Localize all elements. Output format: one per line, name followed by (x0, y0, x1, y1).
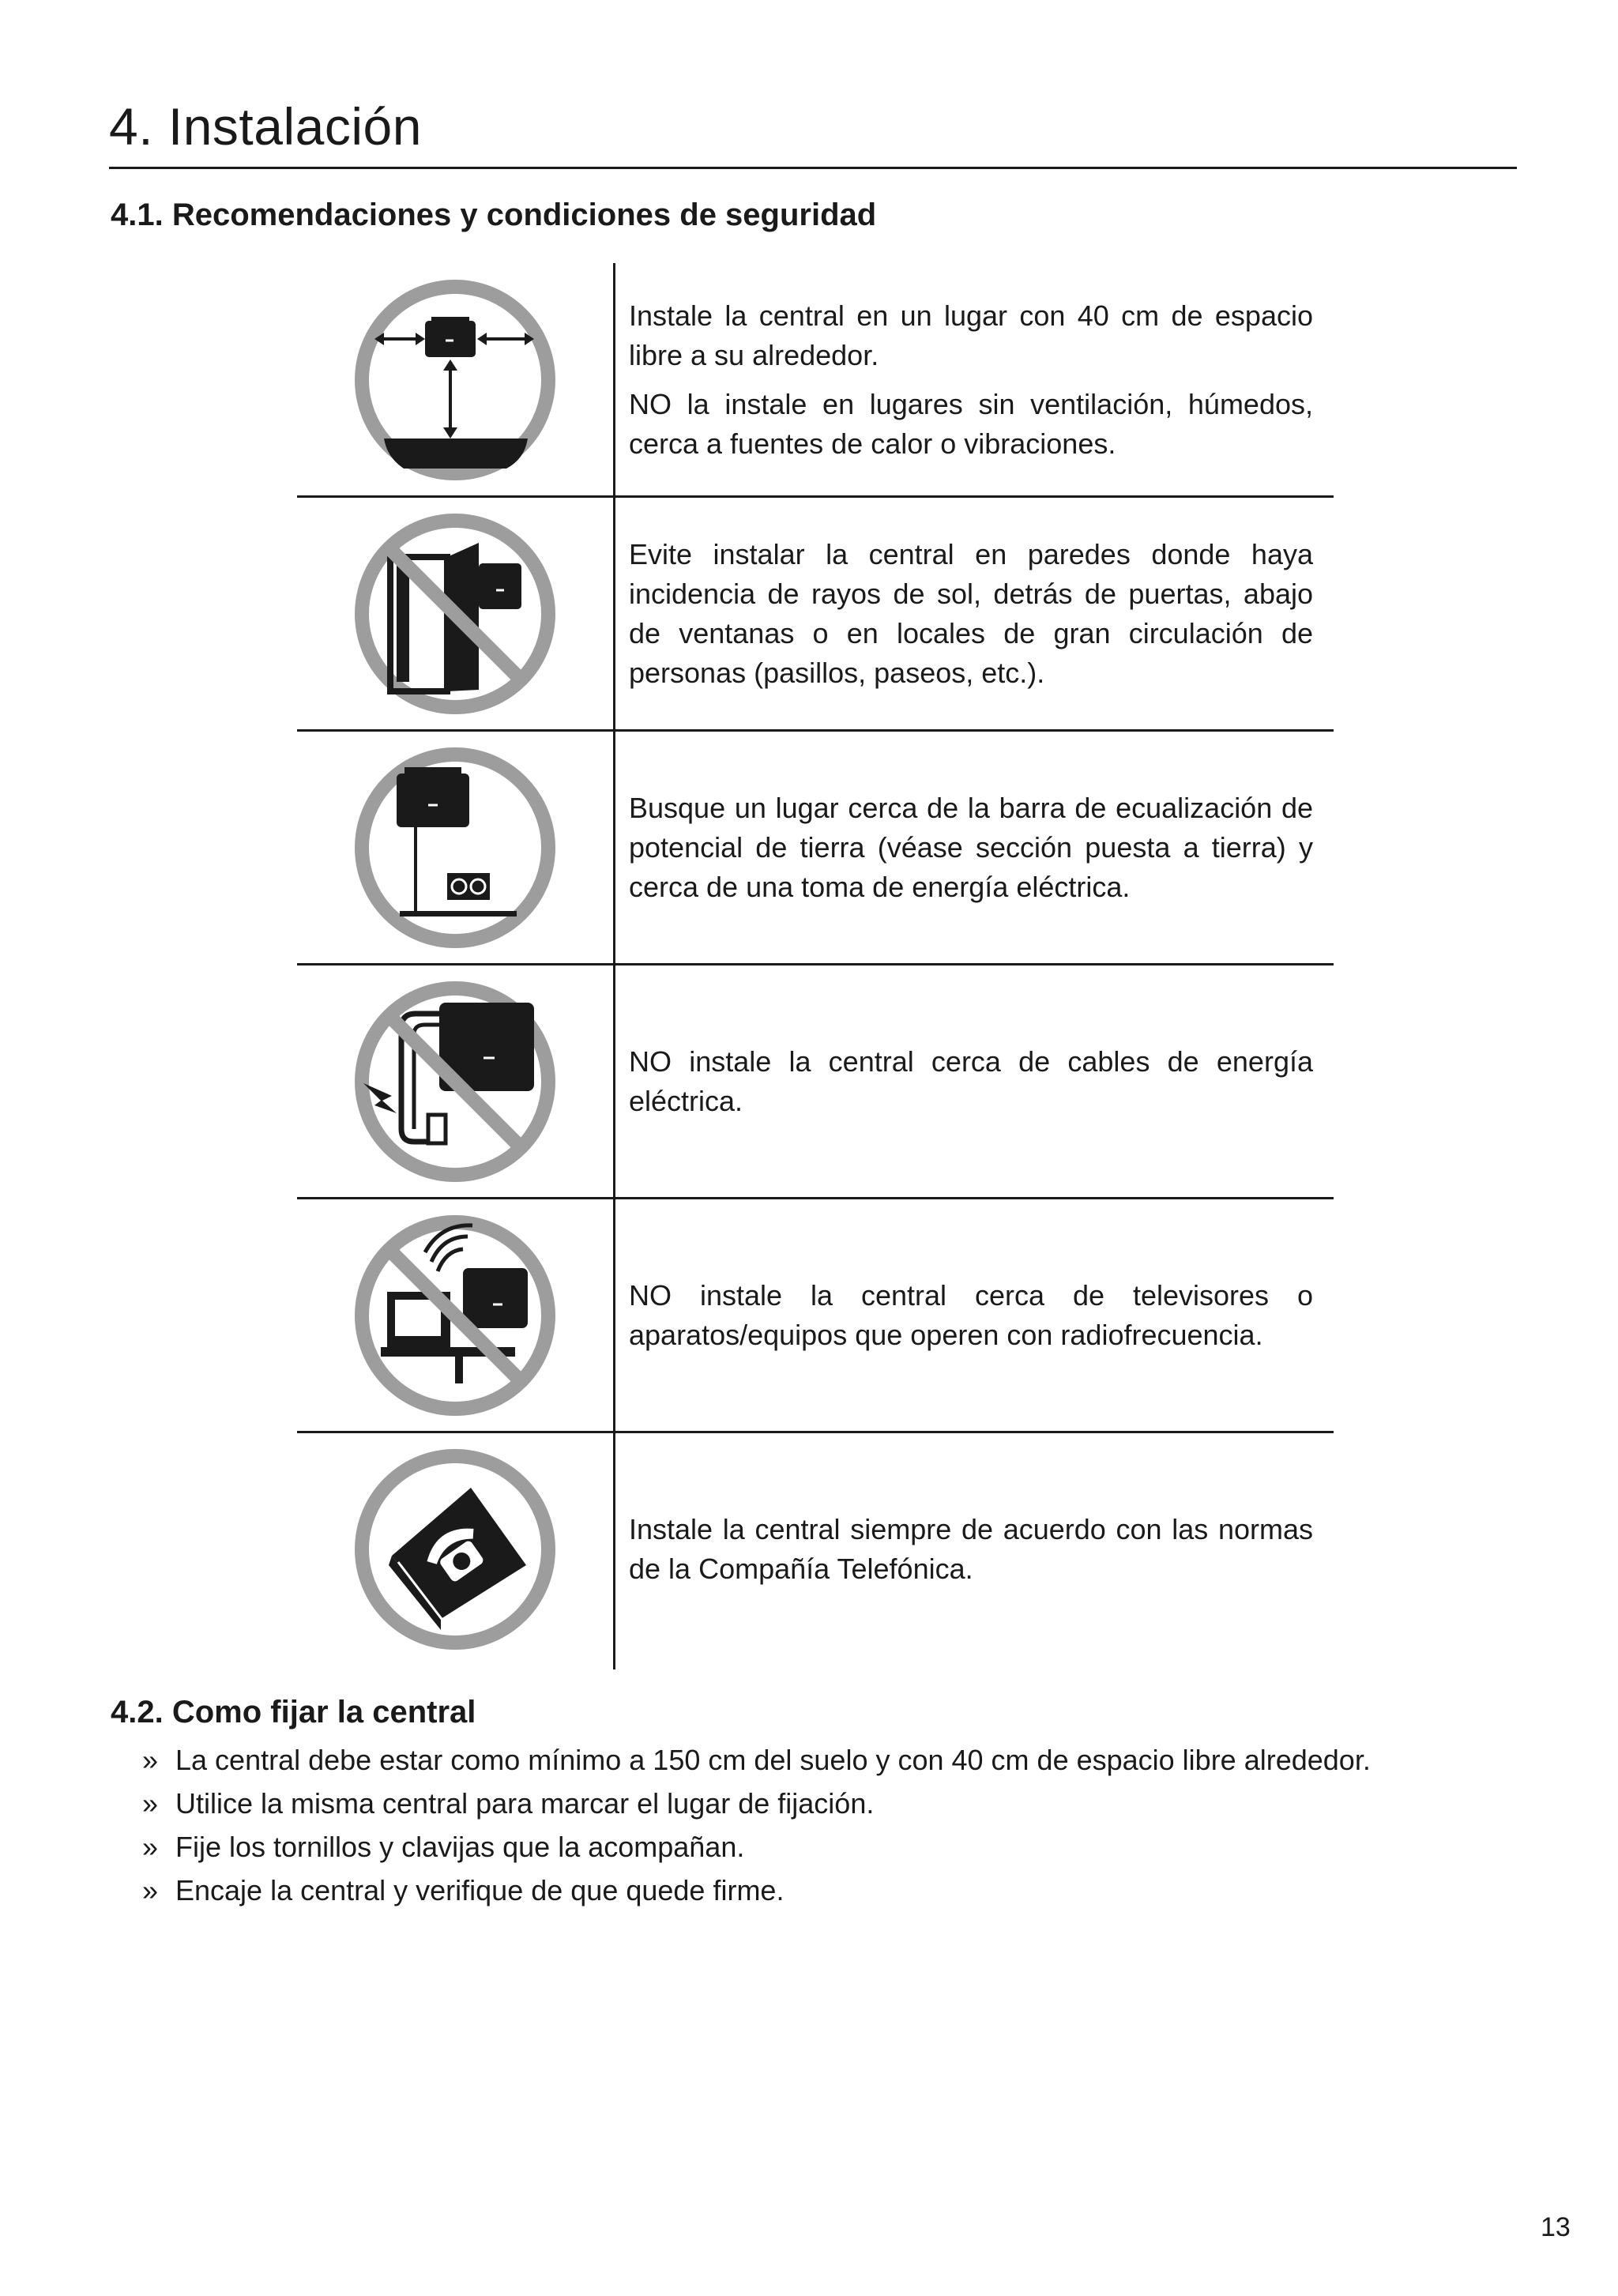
table-row (297, 497, 1334, 731)
row-paragraph: Instale la central siempre de acuerdo con las normas de la Compañía Telefónica. (629, 1513, 1313, 1585)
page-number: 13 (1541, 2212, 1571, 2242)
list-item-text: Utilice la misma central para marcar el lugar de fijación. (175, 1787, 875, 1820)
row-text (629, 1199, 1313, 1432)
no-door-sun-icon (352, 511, 558, 717)
table-row (297, 1199, 1334, 1432)
chapter-title: 4. Instalación (109, 97, 422, 156)
section-title-safety: 4.1. Recomendaciones y condiciones de seguridad (111, 198, 877, 232)
list-item (142, 1869, 1371, 1912)
row-paragraph: NO instale la central cerca de televisores o aparatos/equipos que operen con radiofrecuencia. (629, 1279, 1313, 1351)
no-power-cables-icon (352, 979, 558, 1184)
list-item-text: Encaje la central y verifique de que quede firme. (175, 1874, 785, 1906)
safety-table (297, 263, 1334, 1669)
ground-bar-outlet-icon (352, 745, 558, 950)
row-paragraph: NO instale la central cerca de cables de energía eléctrica. (629, 1045, 1313, 1117)
no-tv-radio-icon (352, 1213, 558, 1418)
section-title-mounting: 4.2. Como fijar la central (111, 1695, 476, 1730)
bullet-mark: » (142, 1787, 159, 1820)
clearance-space-icon (352, 277, 558, 483)
list-item-text: Fije los tornillos y clavijas que la acompañan. (175, 1831, 745, 1863)
row-paragraph: Instale la central en un lugar con 40 cm de espacio libre a su alrededor. (629, 299, 1313, 371)
telephone-company-rules-icon (352, 1447, 558, 1652)
bullet-mark: » (142, 1744, 159, 1776)
row-paragraph: Evite instalar la central en paredes donde haya incidencia de rayos de sol, detrás de puertas, abajo de ventanas o en locales de gran circulación de personas (pasillos, paseos, etc.). (629, 538, 1313, 689)
row-text (629, 263, 1313, 497)
row-text (629, 965, 1313, 1199)
list-item-text: La central debe estar como mínimo a 150 cm del suelo y con 40 cm de espacio libre alrededor. (175, 1744, 1371, 1776)
row-paragraph: Busque un lugar cerca de la barra de ecualización de potencial de tierra (véase sección puesta a tierra) y cerca de una toma de energía eléctrica. (629, 792, 1313, 903)
row-text (629, 497, 1313, 731)
row-text (629, 731, 1313, 965)
table-row (297, 1432, 1334, 1666)
title-rule (109, 167, 1517, 169)
row-text (629, 1432, 1313, 1666)
mounting-steps-list (142, 1738, 1371, 1912)
list-item (142, 1738, 1371, 1782)
list-item (142, 1825, 1371, 1869)
table-row (297, 263, 1334, 497)
table-row (297, 965, 1334, 1199)
row-paragraph: NO la instale en lugares sin ventilación, húmedos, cerca a fuentes de calor o vibraciones. (629, 388, 1313, 460)
table-row (297, 731, 1334, 965)
list-item (142, 1782, 1371, 1825)
bullet-mark: » (142, 1831, 159, 1863)
bullet-mark: » (142, 1874, 159, 1906)
